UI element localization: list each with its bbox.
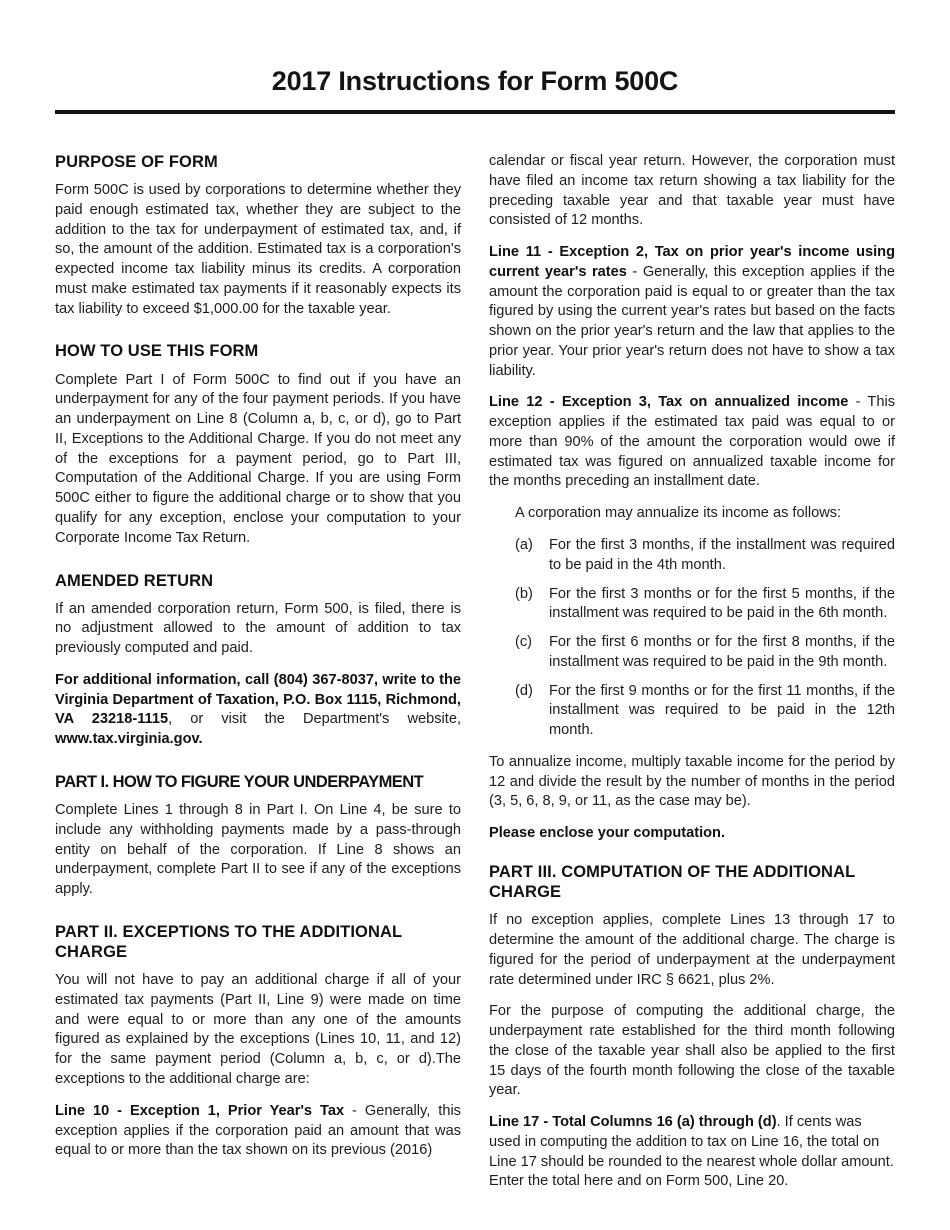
list-item-text: For the first 3 months, if the installment was required to be paid in the 4th month. xyxy=(549,537,895,573)
heading-purpose-of-form: PURPOSE OF FORM xyxy=(55,153,218,171)
list-item xyxy=(515,682,895,741)
line-17-label: Line 17 - Total Columns 16 (a) through (d) xyxy=(489,1114,777,1131)
paragraph-annualize-lead: A corporation may annualize its income as follows: xyxy=(515,505,842,522)
paragraph-line-17 xyxy=(489,1113,895,1192)
heading-amended-return: AMENDED RETURN xyxy=(55,571,214,590)
list-item xyxy=(515,536,895,576)
two-column-body xyxy=(55,152,895,1192)
heading-part-one: PART I. HOW TO FIGURE YOUR UNDERPAYMENT xyxy=(55,772,424,791)
line-11-label: Line 11 - Exception 2, Tax on prior year's income using current year's rates xyxy=(489,244,895,280)
paragraph-part-three-1: If no exception applies, complete Lines 13 through 17 to determine the amount of the additional charge. The charge is figured for the period of underpayment at the underpayment rate determined under IRC § 6621, plus 2%. xyxy=(489,912,895,988)
paragraph-purpose-of-form: Form 500C is used by corporations to determine whether they paid enough estimated tax, whether they are subject to the addition to the tax for underpayment of estimated tax, and, if so, the amount of the addition. Estimated tax is a corporation's expected income tax liability minus its credits. A corporation must make estimated tax payments if it reasonably expects its tax liability to exceed $1,000.00 for the taxable year. xyxy=(55,182,461,317)
line-12-text: - This exception applies if the estimated tax paid was equal to or more than 90% of the amount the corporation would owe if estimated tax was figured on annualized taxable income for the months preceding an installment date. xyxy=(489,394,895,490)
list-item xyxy=(515,585,895,625)
heading-how-to-use-this-form: HOW TO USE THIS FORM xyxy=(55,342,259,361)
list-marker: (b) xyxy=(515,585,533,602)
list-marker: (a) xyxy=(515,537,533,554)
paragraph-line-10 xyxy=(55,1102,461,1161)
section-purpose-of-form xyxy=(55,152,461,319)
right-column xyxy=(489,152,895,1192)
left-column xyxy=(55,152,461,1161)
section-part-three xyxy=(489,911,895,1192)
paragraph-amended-return: If an amended corporation return, Form 500, is filed, there is no adjustment allowed to the amount of addition to tax previously computed and paid. xyxy=(55,600,461,657)
list-marker: (d) xyxy=(515,682,533,699)
list-marker: (c) xyxy=(515,634,533,651)
section-part-two xyxy=(55,971,461,1161)
section-part-one xyxy=(55,801,461,900)
annualize-list xyxy=(489,536,895,741)
paragraph-enclose-computation xyxy=(489,824,895,844)
contact-website: www.tax.virginia.gov. xyxy=(55,731,203,748)
line-12-label: Line 12 - Exception 3, Tax on annualized income xyxy=(489,394,849,411)
line-10-label: Line 10 - Exception 1, Prior Year's Tax xyxy=(55,1102,345,1119)
page-title: 2017 Instructions for Form 500C xyxy=(271,66,679,96)
list-item-text: For the first 9 months or for the first 11 months, if the installment was required to be paid in the 12th month. xyxy=(549,682,895,739)
list-item xyxy=(515,633,895,673)
heading-part-two: PART II. EXCEPTIONS TO THE ADDITIONAL CHARGE xyxy=(55,922,402,962)
line-17-text: . If cents was used in computing the addition to tax on Line 16, the total on Line 17 should be rounded to the nearest whole dollar amount. Enter the total here and on Form 500, Line 20. xyxy=(489,1114,894,1190)
section-amended-return xyxy=(55,600,461,750)
contact-bold-lead: For additional information, call (804) 367-8037, write to the Virginia Department of Taxation, P.O. Box 1115, Richmond, VA 23218-1115 xyxy=(55,671,461,728)
paragraph-line-12 xyxy=(489,393,895,492)
list-item-text: For the first 6 months or for the first 8 months, if the installment was required to be paid in the 9th month. xyxy=(549,634,895,670)
paragraph-how-to-use-this-form: Complete Part I of Form 500C to find out if you have an underpayment for any of the four payment periods. If you have an underpayment on Line 8 (Column a, b, c, or d), go to Part II, Exceptions to the Additional Charge. If you do not meet any of the exceptions for a payment period, go to Part III, Computation of the Additional Charge. If you are using Form 500C either to figure the additional charge or to show that you qualify for any exception, enclose your computation to your Corporate Income Tax Return. xyxy=(55,371,461,546)
list-item-text: For the first 3 months or for the first 5 months, if the installment was required to be paid in the 6th month. xyxy=(549,585,895,622)
paragraph-part-three-2: For the purpose of computing the additional charge, the underpayment rate established for the third month following the close of the taxable year shall also be applied to the first 15 days of the fourth month following the close of the taxable year. xyxy=(489,1003,895,1099)
paragraph-part-two: You will not have to pay an additional charge if all of your estimated tax payments (Part II, Line 9) were made on time and were equal to or more than any one of the amounts figured as explained by the exceptions (Lines 10, 11, and 12) for the same payment period (Column a, b, c, or d).The exceptions to the additional charge are: xyxy=(55,972,461,1088)
enclose-computation-note: Please enclose your computation. xyxy=(489,825,726,842)
paragraph-contact-information xyxy=(55,671,461,750)
line-10-text: - Generally, this exception applies if the corporation paid an amount that was equal to or more than the tax shown on its previous (2016) xyxy=(55,1102,461,1159)
title-divider xyxy=(55,110,895,114)
paragraph-part-one: Complete Lines 1 through 8 in Part I. On Line 4, be sure to include any withholding payments made by a pass-through entity on behalf of the corporation. If Line 8 shows an underpayment, complete Part II to see if any of the exceptions apply. xyxy=(55,802,461,898)
paragraph-annualize-method: To annualize income, multiply taxable income for the period by 12 and divide the result by the number of months in the period (3, 5, 6, 8, 9, or 11, as the case may be). xyxy=(489,753,895,810)
heading-part-three: PART III. COMPUTATION OF THE ADDITIONAL CHARGE xyxy=(489,862,855,902)
contact-plain-text: , or visit the Department's website, xyxy=(168,711,462,728)
section-how-to-use-this-form xyxy=(55,371,461,549)
paragraph-line-11 xyxy=(489,243,895,381)
line-11-text: - Generally, this exception applies if the amount the corporation paid is equal to or greater than the tax figured by using the current year's rates but based on the facts shown on the prior year's return and the law that applies to the prior year. Your prior year's return does not have to show a tax liability. xyxy=(489,263,895,379)
paragraph-line-10-continuation: calendar or fiscal year return. However, the corporation must have filed an income tax return showing a tax liability for the preceding taxable year and that taxable year must have consisted of 12 months. xyxy=(489,153,895,229)
